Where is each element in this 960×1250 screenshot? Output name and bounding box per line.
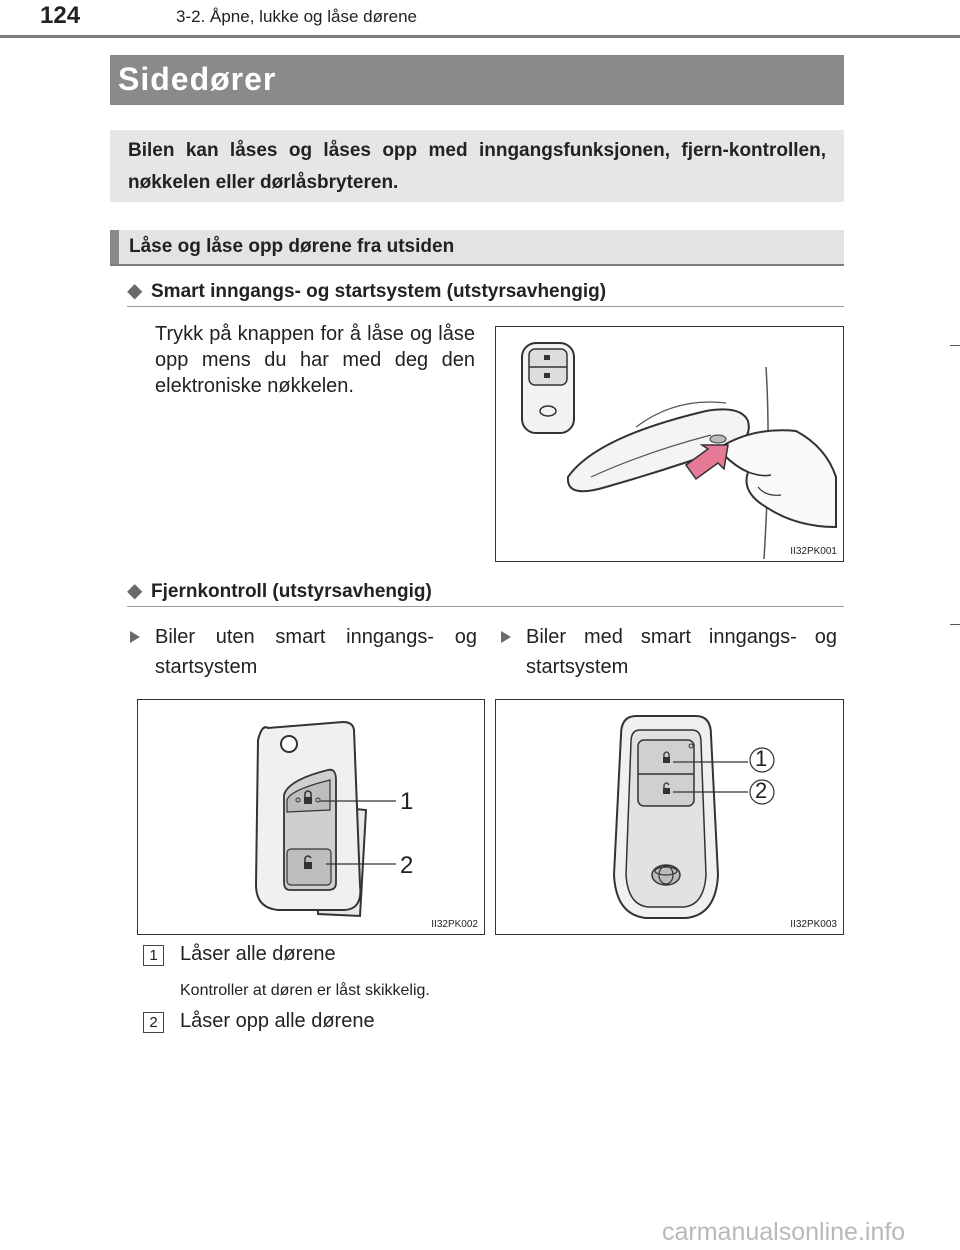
remote-heading-text: Fjernkontroll (utstyrsavhengig) [151,581,432,602]
smart-entry-heading [127,278,606,303]
section-title-banner [110,55,844,105]
legend-number-badge: 2 [143,1012,164,1033]
smart-key-figure [495,699,844,935]
bullet-with-smart-entry [501,622,838,686]
bullet-text: Biler uten smart inngangs- og startsystem [155,626,477,678]
bullet-no-smart-entry [130,622,478,686]
intro-text: Bilen kan låses og låses opp med inngangsfunksjonen, fjern-kontrollen, nøkkelen eller dørlåsbryteren. [128,140,826,193]
callout-1: 1 [400,788,414,815]
callout-2: 2 [755,778,768,803]
edge-mark [950,624,960,625]
figure-code: II32PK002 [431,919,478,930]
diamond-icon: ◆ [127,280,143,302]
subsection-banner [110,230,844,266]
heading-rule [127,306,844,307]
door-handle-illustration [496,327,843,561]
callout-2: 2 [400,852,414,879]
figure-code: II32PK001 [790,546,837,557]
door-handle-figure [495,326,844,562]
subsection-bar [110,230,119,264]
page-number: 124 [40,2,81,29]
edge-mark [950,345,960,346]
smart-entry-body: Trykk på knappen for å låse og låse opp mens du har med deg den elektroniske nøkkelen. [155,323,475,397]
section-title: Sidedører [118,61,277,97]
callout-1: 1 [755,746,768,771]
triangle-bullet-icon [130,631,140,643]
legend-number-badge: 1 [143,945,164,966]
smart-key-illustration [496,700,843,934]
subsection-title: Låse og låse opp dørene fra utsiden [129,236,455,257]
heading-rule [127,606,844,607]
header-rule [0,35,960,38]
figure-code: II32PK003 [790,919,837,930]
running-title: 3-2. Åpne, lukke og låse dørene [176,7,417,26]
flip-key-figure [137,699,485,935]
triangle-bullet-icon [501,631,511,643]
legend-item-2-text: Låser opp alle dørene [180,1010,375,1032]
diamond-icon: ◆ [127,580,143,602]
watermark: carmanualsonline.info [662,1218,906,1246]
smart-entry-heading-text: Smart inngangs- og startsystem (utstyrsavhengig) [151,281,607,302]
flip-key-illustration [138,700,484,934]
bullet-text: Biler med smart inngangs- og startsystem [526,626,837,678]
intro-box [110,130,844,202]
legend-item-1-text: Låser alle dørene [180,943,336,965]
legend-item-1-note: Kontroller at døren er låst skikkelig. [180,982,430,999]
remote-heading [127,578,432,603]
